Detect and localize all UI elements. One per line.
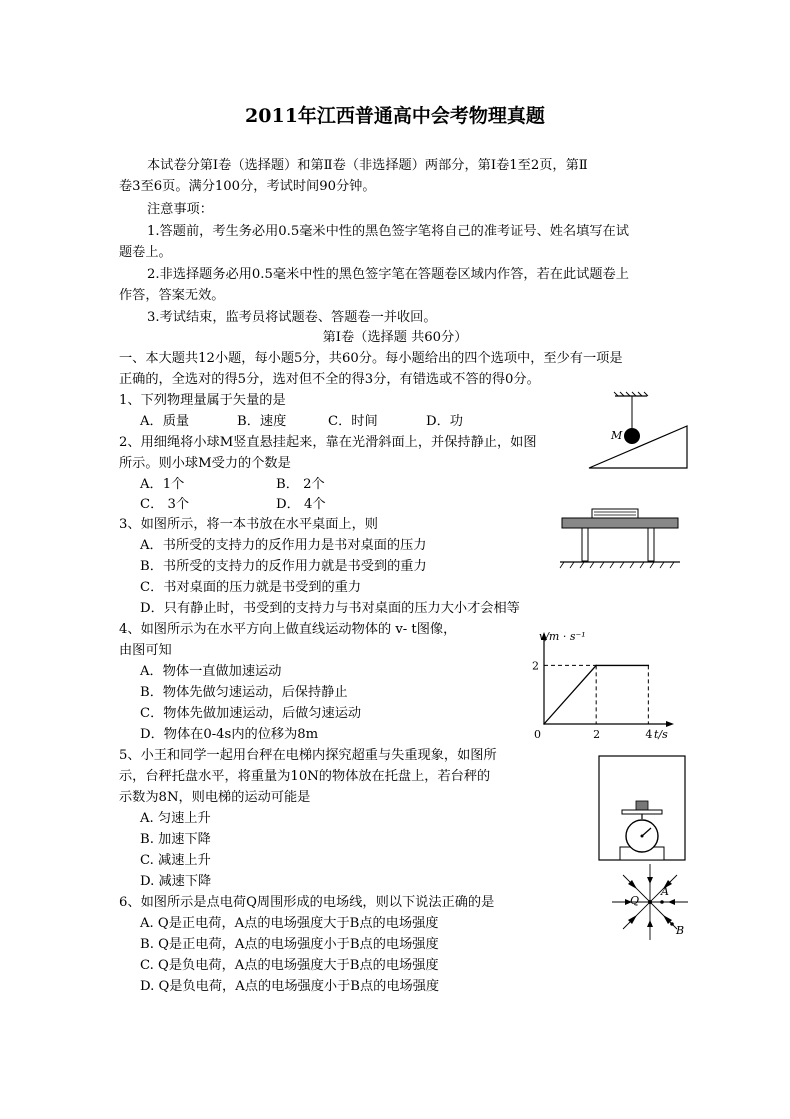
x-tick-0: 0 [534, 728, 541, 741]
q2-stem-1: 2、用细绳将小球M竖直悬挂起来，靠在光滑斜面上，并保持静止，如图 [119, 435, 537, 450]
q5-option-c: C. 减速上升 [140, 853, 211, 868]
notice-1: 1.答题前，考生务必用0.5毫米中性的黑色签字笔将自己的准考证号、姓名填写在试 [147, 224, 629, 239]
q1-option-b: B．速度 [237, 414, 287, 429]
table-leg-left [582, 528, 588, 561]
q6-option-b: B. Q是正电荷，A点的电场强度小于B点的电场强度 [140, 937, 439, 952]
q4-option-a: A．物体一直做加速运动 [140, 664, 282, 679]
q6-option-c: C. Q是负电荷，A点的电场强度大于B点的电场强度 [140, 958, 439, 973]
q3-option-b: B．书所受的支持力的反作用力就是书受到的重力 [140, 559, 427, 574]
q1-option-c: C．时间 [328, 414, 378, 429]
q3-figure [560, 505, 680, 575]
x-tick-4: 4 [645, 728, 653, 741]
q3-option-a: A．书所受的支持力的反作用力是书对桌面的压力 [140, 538, 427, 553]
label-a: A [661, 885, 669, 898]
intro-line-1: 本试卷分第Ⅰ卷（选择题）和第Ⅱ卷（非选择题）两部分，第Ⅰ卷1至2页，第Ⅱ [147, 158, 588, 173]
q5-figure [598, 755, 686, 861]
q2-option-d: D． 4个 [276, 497, 326, 512]
point-a [660, 900, 664, 904]
q1-stem: 1、下列物理量属于矢量的是 [119, 393, 286, 408]
q5-option-a: A. 匀速上升 [140, 811, 211, 826]
ball-m [624, 428, 640, 444]
page-title: 2011年江西普通高中会考物理真题 [245, 105, 545, 127]
table-leg-right [648, 528, 654, 561]
q6-figure [610, 862, 690, 942]
notice-title: 注意事项： [147, 202, 213, 217]
q4-vt-chart [516, 626, 676, 742]
q2-option-c: C． 3个 [140, 497, 190, 512]
dial-center [641, 835, 644, 838]
q2-option-a: A．1个 [140, 477, 185, 492]
q6-option-a: A. Q是正电荷，A点的电场强度大于B点的电场强度 [140, 916, 439, 931]
weight-block [636, 801, 648, 810]
x-axis-arrow [666, 721, 674, 727]
q4-stem-2: 由图可知 [119, 643, 172, 658]
notice-1-cont: 题卷上。 [119, 245, 172, 260]
notice-2: 2.非选择题务必用0.5毫米中性的黑色签字笔在答题卷区域内作答，若在此试题卷上 [147, 267, 629, 282]
section-instr-1: 一、本大题共12小题，每小题5分，共60分。每小题给出的四个选项中，至少有一项是 [119, 351, 623, 366]
q2-stem-2: 所示。则小球M受力的个数是 [119, 456, 291, 471]
data-point-0 [543, 723, 545, 725]
x-tick-2: 2 [593, 728, 601, 741]
intro-line-2: 卷3至6页。满分100分，考试时间90分钟。 [119, 179, 376, 194]
q3-stem: 3、如图所示，将一本书放在水平桌面上，则 [119, 517, 378, 532]
q2-figure [585, 392, 695, 474]
charge-q [648, 900, 652, 904]
q5-stem-2: 示，台秤托盘水平，将重量为10N的物体放在托盘上，若台秤的 [119, 769, 491, 784]
data-point-2 [648, 665, 650, 667]
y-axis-label: v/m · s⁻¹ [539, 630, 586, 643]
scale-tray [622, 810, 662, 814]
q4-option-d: D．物体在0-4s内的位移为8m [140, 727, 319, 742]
q6-stem: 6、如图所示是点电荷Q周围形成的电场线，则以下说法正确的是 [119, 895, 495, 910]
table-top [562, 518, 678, 528]
section-title: 第Ⅰ卷（选择题 共60分） [322, 330, 468, 345]
ball-label: M [611, 429, 623, 442]
book [592, 509, 638, 518]
label-q: Q [630, 894, 640, 907]
point-b [670, 922, 674, 926]
q1-option-a: A．质量 [140, 414, 190, 429]
q5-stem-3: 示数为8N，则电梯的运动可能是 [119, 790, 311, 805]
floor-hatch [560, 562, 674, 568]
section-instr-2: 正确的，全选对的得5分，选对但不全的得3分，有错选或不答的得0分。 [119, 372, 540, 387]
q5-option-b: B. 加速下降 [140, 832, 211, 847]
q5-option-d: D. 减速下降 [140, 874, 212, 889]
q1-option-d: D．功 [426, 414, 463, 429]
q6-option-d: D. Q是负电荷，A点的电场强度小于B点的电场强度 [140, 979, 440, 994]
q4-stem-1: 4、如图所示为在水平方向上做直线运动物体的 v- t图像， [119, 622, 457, 637]
q5-stem-1: 5、小王和同学一起用台秤在电梯内探究超重与失重现象，如图所 [119, 748, 497, 763]
ceiling-hatch [614, 392, 648, 396]
notice-3: 3.考试结束，监考员将试题卷、答题卷一并收回。 [147, 310, 437, 325]
y-tick-2: 2 [532, 659, 539, 673]
q4-option-c: C．物体先做加速运动，后做匀速运动 [140, 706, 362, 721]
q4-option-b: B．物体先做匀速运动，后保持静止 [140, 685, 348, 700]
notice-2-cont: 作答，答案无效。 [119, 288, 225, 303]
q2-option-b: B． 2个 [276, 477, 325, 492]
x-axis-label: t/s [654, 728, 668, 741]
data-point-1 [595, 665, 597, 667]
q3-option-d: D．只有静止时，书受到的支持力与书对桌面的压力大小才会相等 [140, 601, 520, 616]
label-b: B [676, 924, 685, 937]
q3-option-c: C．书对桌面的压力就是书受到的重力 [140, 580, 362, 595]
